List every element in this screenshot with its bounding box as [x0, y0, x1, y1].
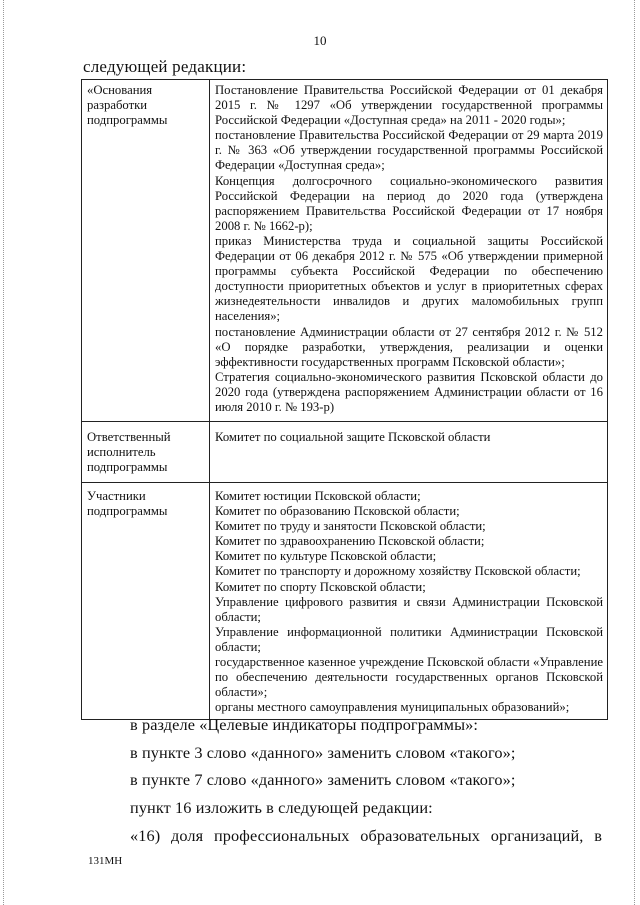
participant-item: Комитет по труду и занятости Псковской области;	[215, 519, 486, 534]
row-content-basis	[210, 80, 608, 422]
table-row-basis	[82, 80, 608, 422]
row-content-responsible	[210, 422, 608, 483]
row-label-responsible: Ответственный исполнитель подпрограммы	[82, 422, 210, 483]
participant-item: государственное казенное учреждение Псковской области «Управление по обеспечению деятельности государственных органов Псковской области»;	[215, 655, 603, 700]
participant-item: Управление информационной политики Администрации Псковской области;	[215, 624, 603, 654]
page-number: 10	[313, 33, 327, 48]
basis-paragraph: постановление Правительства Российской Федерации от 29 марта 2019 г. № 363 «Об утверждении государственной программы Российской Федерации «Доступная среда»;	[215, 128, 603, 173]
table-row-participants	[82, 483, 608, 720]
row-content-participants	[210, 483, 608, 720]
body-line-item-7: в пункте 7 слово «данного» заменить словом «такого»;	[130, 770, 516, 789]
scan-edge-left	[3, 0, 5, 905]
participant-item: Управление цифрового развития и связи Администрации Псковской области;	[215, 594, 603, 624]
row-label-participants: Участники подпрограммы	[82, 483, 210, 720]
table-row-responsible	[82, 422, 608, 483]
body-line-item-16-text: «16) доля профессиональных образовательных организаций, в	[130, 826, 602, 845]
basis-paragraph: постановление Администрации области от 27 сентября 2012 г. № 512 «О порядке разработки, утверждения, реализации и оценки эффективности государственных программ Псковской области»;	[215, 324, 603, 369]
row-label-basis: «Основания разработки подпрограммы	[82, 80, 210, 422]
participant-item: органы местного самоуправления муниципальных образований»;	[215, 700, 570, 715]
participant-item: Комитет по транспорту и дорожному хозяйству Псковской области;	[215, 564, 581, 579]
responsible-paragraph: Комитет по социальной защите Псковской области	[215, 430, 491, 444]
participant-item: Комитет юстиции Псковской области;	[215, 489, 421, 503]
body-line-item-16: пункт 16 изложить в следующей редакции:	[130, 798, 433, 817]
body-line-item-3: в пункте 3 слово «данного» заменить словом «такого»;	[130, 743, 516, 762]
basis-paragraph: Концепция долгосрочного социально-экономического развития Российской Федерации на период до 2020 года (утверждена распоряжением Правительства Российской Федерации от 17 ноября 2008 г. № 1662-р);	[215, 173, 603, 233]
basis-paragraph: приказ Министерства труда и социальной защиты Российской Федерации от 06 декабря 2012 г. № 575 «Об утверждении примерной программы субъекта Российской Федерации по обеспечению доступности приоритетных объектов и услуг в приоритетных сферах жизнедеятельности инвалидов и других маломобильных групп населения»;	[215, 233, 603, 324]
document-code: 131МН	[88, 855, 123, 867]
participant-item: Комитет по здравоохранению Псковской области;	[215, 534, 485, 549]
subprogram-passport-table	[81, 79, 608, 720]
participant-item: Комитет по спорту Псковской области;	[215, 579, 426, 594]
body-line-indicators-section: в разделе «Целевые индикаторы подпрограммы»:	[130, 715, 478, 734]
basis-paragraph: Постановление Правительства Российской Федерации от 01 декабря 2015 г. № 1297 «Об утверждении государственной программы Российской Федерации «Доступная среда» на 2011 - 2020 годы»;	[215, 83, 603, 128]
intro-text: следующей редакции:	[83, 57, 247, 76]
basis-paragraph: Стратегия социально-экономического развития Псковской области до 2020 года (утверждена распоряжением Администрации области от 16 июля 2010 г. № 193-р)	[215, 369, 603, 414]
scan-edge-right	[634, 0, 636, 905]
participant-item: Комитет по культуре Псковской области;	[215, 549, 437, 564]
participant-item: Комитет по образованию Псковской области;	[215, 504, 460, 519]
